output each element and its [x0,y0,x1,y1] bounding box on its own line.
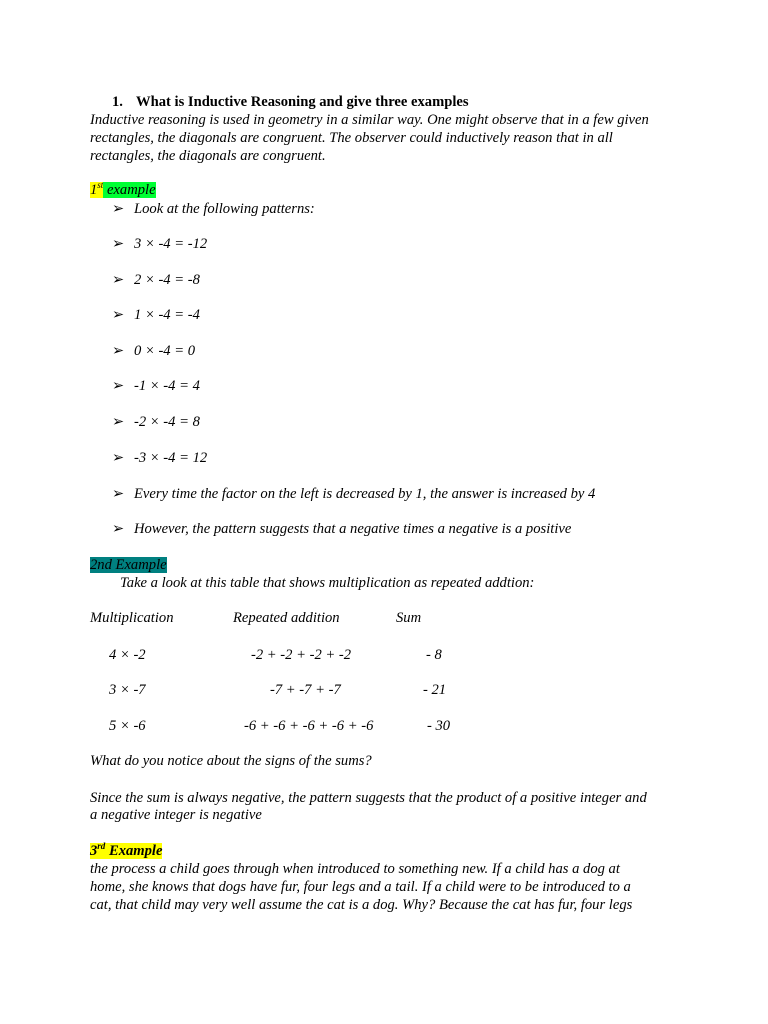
table-cell: -6 + -6 + -6 + -6 + -6 [244,718,374,734]
question-heading [112,93,469,111]
table-cell: 4 × -2 [109,647,146,663]
pattern-bullet: ➢ Look at the following patterns: [112,201,315,217]
arrow-bullet-icon: ➢ [112,343,125,359]
table-cell: -7 + -7 + -7 [270,682,341,698]
table-header-multiplication: Multiplication [90,610,174,626]
example-2-question: What do you notice about the signs of the sums? [90,753,372,769]
example-1-word: example [103,182,156,198]
table-header-sum: Sum [396,610,422,626]
pattern-bullet: ➢ 1 × -4 = -4 [112,307,200,323]
example-2-conclusion-line: a negative integer is negative [90,807,262,823]
intro-line: Inductive reasoning is used in geometry in a similar way. One might observe that in a few given [90,112,649,128]
table-cell: - 21 [423,682,447,698]
example-2-conclusion-line: Since the sum is always negative, the pattern suggests that the product of a positive integer and [90,790,647,806]
table-cell: -2 + -2 + -2 + -2 [251,647,352,663]
heading-text: What is Inductive Reasoning and give three examples [136,94,469,110]
arrow-bullet-icon: ➢ [112,521,125,537]
example-2-intro: Take a look at this table that shows multiplication as repeated addtion: [120,575,535,591]
pattern-bullet: ➢ -2 × -4 = 8 [112,414,200,430]
arrow-bullet-icon: ➢ [112,272,125,288]
pattern-bullet: ➢ -3 × -4 = 12 [112,450,208,466]
table-cell: - 8 [426,647,442,663]
example-2-label: 2nd Example [90,557,167,573]
example-3-line: cat, that child may very well assume the cat is a dog. Why? Because the cat has fur, four legs [90,897,633,913]
pattern-bullet: ➢ 2 × -4 = -8 [112,272,200,288]
pattern-bullet: ➢ However, the pattern suggests that a negative times a negative is a positive [112,521,572,537]
arrow-bullet-icon: ➢ [112,236,125,252]
arrow-bullet-icon: ➢ [112,450,125,466]
table-cell: 5 × -6 [109,718,146,734]
example-1-label [90,181,156,199]
table-cell: - 30 [427,718,451,734]
intro-line: rectangles, the diagonals are congruent. [90,148,326,164]
pattern-bullet: ➢ -1 × -4 = 4 [112,378,200,394]
arrow-bullet-icon: ➢ [112,201,125,217]
example-1-number: 1st [90,180,104,198]
example-3-line: home, she knows that dogs have fur, four legs and a tail. If a child were to be introduced to a [90,879,631,895]
arrow-bullet-icon: ➢ [112,307,125,323]
pattern-bullet: ➢ 3 × -4 = -12 [112,236,208,252]
table-header-repeated-addition: Repeated addition [233,610,340,626]
intro-line: rectangles, the diagonals are congruent. The observer could inductively reason that in all [90,130,613,146]
table-cell: 3 × -7 [109,682,146,698]
arrow-bullet-icon: ➢ [112,486,125,502]
example-3-label: 3rd Example [90,841,163,859]
arrow-bullet-icon: ➢ [112,378,125,394]
example-3-line: the process a child goes through when introduced to something new. If a child has a dog at [90,861,620,877]
heading-number: 1. [112,94,123,110]
pattern-bullet: ➢ Every time the factor on the left is decreased by 1, the answer is increased by 4 [112,486,596,502]
arrow-bullet-icon: ➢ [112,414,125,430]
pattern-bullet: ➢ 0 × -4 = 0 [112,343,196,359]
